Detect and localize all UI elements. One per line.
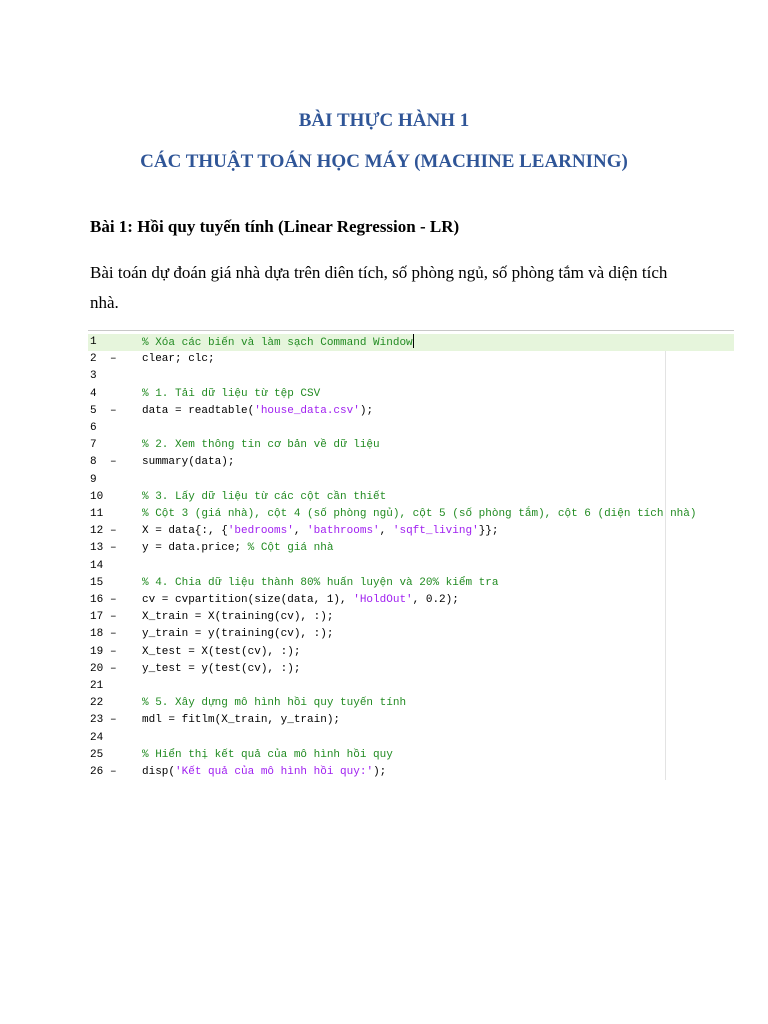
code-comment: % 2. Xem thông tin cơ bản về dữ liệu [142,439,380,452]
code-string: 'HoldOut' [353,594,413,606]
code-string: 'bedrooms' [227,525,294,538]
exercise-heading [90,217,459,237]
code-token: , [293,525,308,538]
line-number: 6 [90,422,97,434]
executable-line-marker: – [110,662,117,675]
text-cursor [413,334,414,348]
code-token: ); [373,766,387,778]
code-text [142,661,300,678]
line-number: 9 [90,473,97,486]
code-line [88,575,734,592]
code-comment: % Xóa các biến và làm sạch Command Window [142,337,413,349]
line-number: 17 [90,611,104,624]
code-line [88,747,734,764]
line-number: 2 [90,353,97,366]
code-line [88,472,734,489]
line-number: 3 [90,370,97,383]
code-line [88,403,734,420]
executable-line-marker: – [110,404,117,417]
code-line [88,523,734,540]
code-token: X_train = X(training(cv), :); [142,611,334,624]
code-token: X_test = X(test(cv), :); [142,645,301,658]
line-number: 8 [90,456,97,469]
code-token: , [379,525,393,538]
code-token: clear; clc; [142,353,215,366]
code-token: X = data{:, { [142,525,228,538]
code-line [88,695,734,712]
executable-line-marker: – [110,611,117,624]
code-text [142,386,320,403]
code-line [88,558,734,575]
code-token: y = data.price; [142,542,248,555]
code-comment: % 1. Tải dữ liệu từ tệp CSV [142,387,321,400]
executable-line-marker: – [110,456,117,469]
executable-line-marker: – [110,645,117,658]
line-number: 10 [90,490,104,503]
code-line [88,437,734,454]
code-line [88,489,734,506]
line-number: 4 [90,387,97,400]
code-comment: % 3. Lấy dữ liệu từ các cột cần thiết [142,490,387,503]
executable-line-marker: – [110,594,117,606]
code-text [142,592,459,609]
code-text [142,764,386,781]
code-line [88,334,734,351]
code-text [142,575,498,592]
code-comment: % 5. Xây dựng mô hình hồi quy tuyến tính [142,697,407,710]
code-string: 'house_data.csv' [254,404,360,417]
document-subtitle: CÁC THUẬT TOÁN HỌC MÁY (MACHINE LEARNING) [140,151,628,172]
code-token: y_test = y(test(cv), :); [142,662,301,675]
code-text [142,747,393,764]
code-token: }}; [478,525,499,538]
line-number: 15 [90,576,104,589]
line-number: 5 [90,404,97,417]
code-line [88,730,734,747]
code-line [88,626,734,643]
code-line [88,764,734,781]
code-comment: % Cột 3 (giá nhà), cột 4 (số phòng ngủ), cột 5 (số phòng tắm), cột 6 (diện tích nhà) [142,508,697,520]
code-line [88,644,734,661]
executable-line-marker: – [110,628,117,641]
code-line [88,506,734,523]
line-number: 13 [90,542,104,555]
code-line [88,540,734,557]
document-title: BÀI THỰC HÀNH 1 [298,110,470,131]
code-token: data = readtable( [142,404,255,417]
line-number: 7 [90,439,97,452]
code-text [142,695,406,712]
code-editor-screenshot [88,330,734,782]
code-line [88,420,734,437]
code-line [88,386,734,403]
code-text [142,351,215,368]
code-line [88,351,734,368]
code-line [88,454,734,471]
code-text [142,523,499,540]
line-number: 14 [90,559,104,572]
code-token: mdl = fitlm(X_train, y_train); [142,714,341,727]
executable-line-marker: – [110,766,117,778]
code-text [142,506,697,523]
executable-line-marker: – [110,542,117,555]
exercise-description: Bài toán dự đoán giá nhà dựa trên diên tích, số phòng ngủ, số phòng tắm và diện tích nhà. [90,263,668,312]
line-number: 1 [90,336,97,348]
line-number: 24 [90,731,104,744]
code-token: , 0.2); [412,594,459,606]
line-number: 23 [90,714,104,727]
code-token: summary(data); [142,456,235,469]
code-line [88,678,734,695]
code-text [142,489,386,506]
line-number: 16 [90,594,104,606]
code-line [88,712,734,729]
code-text [142,540,333,557]
code-text [142,454,234,471]
code-line [88,368,734,385]
code-text [142,644,300,661]
code-line [88,592,734,609]
code-token: ); [359,404,374,417]
code-comment: % 4. Chia dữ liệu thành 80% huấn luyện và 20% kiểm tra [142,576,499,589]
code-string: 'Kết quả của mô hình hồi quy:' [175,766,374,778]
code-text [142,712,340,729]
code-token: disp( [142,766,176,778]
executable-line-marker: – [110,714,117,727]
code-token: cv = cvpartition(size(data, 1), [142,594,354,606]
line-number: 11 [90,508,104,520]
line-number: 12 [90,525,104,538]
executable-line-marker: – [110,353,117,366]
code-line [88,609,734,626]
exercise-title: Hồi quy tuyến tính (Linear Regression - LR) [132,217,460,236]
line-number: 22 [90,697,104,710]
code-comment: % Hiển thị kết quả của mô hình hồi quy [142,748,393,761]
code-text [142,609,333,626]
code-string: 'sqft_living' [392,525,479,538]
code-text [142,626,333,643]
code-text [142,334,414,352]
code-string: 'bathrooms' [307,525,380,538]
exercise-label: Bài 1: [90,217,133,236]
line-number: 26 [90,766,104,778]
code-comment: % Cột giá nhà [247,542,334,555]
line-number: 21 [90,680,104,692]
code-line [88,661,734,678]
code-text [142,437,380,454]
code-token: y_train = y(training(cv), :); [142,628,334,641]
line-number: 20 [90,662,104,675]
line-number: 19 [90,645,104,658]
editor-top-border [88,330,734,331]
line-number: 25 [90,748,104,761]
line-number: 18 [90,628,104,641]
code-text [142,403,373,420]
executable-line-marker: – [110,525,117,538]
